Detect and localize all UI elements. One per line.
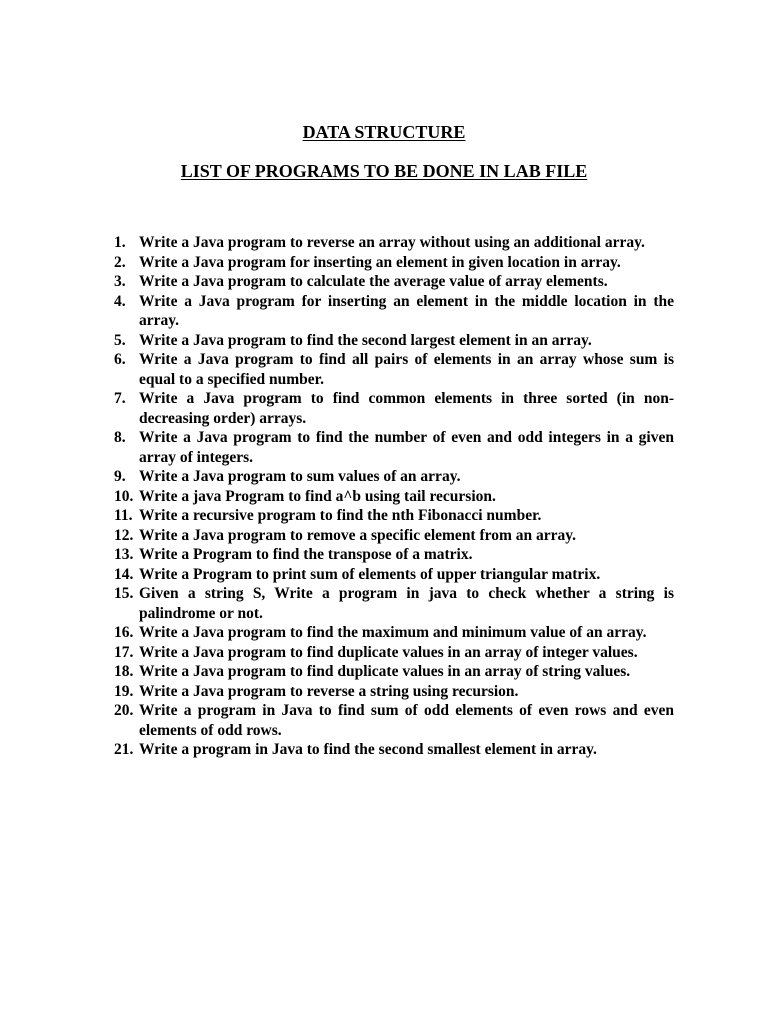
list-item-text: Write a Java program to reverse an array without using an additional array. — [139, 234, 645, 251]
list-item-number: 16. — [114, 624, 134, 641]
list-item-text: Given a string S, Write a program in java to check whether a string is palindrome or not. — [139, 585, 674, 622]
list-item-number: 20. — [114, 702, 134, 719]
document-subtitle: LIST OF PROGRAMS TO BE DONE IN LAB FILE — [180, 161, 588, 181]
list-item-text: Write a Java program to remove a specific element from an array. — [139, 526, 577, 544]
list-item-text: Write a Java program to find the maximum and minimum value of an array. — [139, 624, 647, 641]
list-item — [114, 623, 674, 643]
list-item-number: 15. — [114, 585, 134, 602]
list-item — [114, 253, 674, 273]
list-item — [114, 506, 674, 526]
list-item — [114, 701, 674, 740]
list-item — [114, 467, 674, 487]
list-item-text: Write a Java program for inserting an element in given location in array. — [139, 253, 621, 271]
list-item-number: 3. — [114, 273, 126, 290]
list-item-number: 5. — [114, 331, 126, 349]
program-list — [114, 233, 674, 760]
list-item-number: 21. — [114, 741, 134, 758]
list-item-number: 7. — [114, 390, 126, 407]
list-item-text: Write a program in Java to find sum of odd elements of even rows and even elements of odd rows. — [139, 702, 674, 739]
list-item — [114, 428, 674, 467]
list-item-text: Write a Java program to reverse a string using recursion. — [139, 682, 519, 700]
list-item-number: 9. — [114, 468, 126, 485]
list-item-number: 4. — [114, 292, 126, 310]
list-item-text: Write a Java program to find common elements in three sorted (in non-decreasing order) arrays. — [139, 390, 674, 427]
list-item — [114, 565, 674, 585]
list-item-number: 1. — [114, 234, 126, 251]
list-item — [114, 487, 674, 507]
list-item — [114, 740, 674, 760]
list-item-text: Write a Java program to find the number of even and odd integers in a given array of integers. — [139, 429, 674, 466]
list-item-number: 6. — [114, 351, 126, 368]
list-item — [114, 545, 674, 565]
list-item-number: 18. — [114, 663, 134, 680]
list-item-number: 13. — [114, 546, 134, 563]
list-item-text: Write a Java program to sum values of an array. — [139, 468, 461, 485]
list-item — [114, 682, 674, 702]
list-item — [114, 331, 674, 351]
list-item-text: Write a Java program to calculate the average value of array elements. — [139, 273, 608, 290]
list-item-number: 2. — [114, 253, 126, 271]
document-title: DATA STRUCTURE — [302, 122, 466, 142]
list-item-text: Write a program in Java to find the second smallest element in array. — [139, 741, 597, 758]
list-item-number: 11. — [114, 507, 133, 524]
list-item — [114, 389, 674, 428]
list-item-text: Write a Program to print sum of elements of upper triangular matrix. — [139, 565, 601, 583]
list-item-number: 10. — [114, 487, 134, 505]
list-item — [114, 272, 674, 292]
list-item-text: Write a java Program to find a^b using tail recursion. — [139, 487, 496, 505]
list-item — [114, 292, 674, 331]
list-item-text: Write a Java program to find duplicate values in an array of integer values. — [139, 643, 638, 661]
list-item — [114, 662, 674, 682]
list-item-text: Write a Program to find the transpose of a matrix. — [139, 546, 473, 563]
list-item-text: Write a Java program to find the second largest element in an array. — [139, 331, 592, 349]
list-item-text: Write a Java program for inserting an element in the middle location in the array. — [139, 292, 674, 329]
list-item — [114, 350, 674, 389]
list-item-number: 17. — [114, 643, 134, 661]
list-item-text: Write a Java program to find duplicate values in an array of string values. — [139, 663, 631, 680]
list-item-number: 12. — [114, 526, 134, 544]
list-item — [114, 643, 674, 663]
list-item-number: 14. — [114, 565, 134, 583]
list-item-number: 8. — [114, 429, 126, 446]
list-item — [114, 233, 674, 253]
list-item-text: Write a Java program to find all pairs of elements in an array whose sum is equal to a specified number. — [139, 351, 674, 388]
list-item-number: 19. — [114, 682, 134, 700]
list-item — [114, 584, 674, 623]
list-item-text: Write a recursive program to find the nth Fibonacci number. — [139, 507, 542, 524]
list-item — [114, 526, 674, 546]
